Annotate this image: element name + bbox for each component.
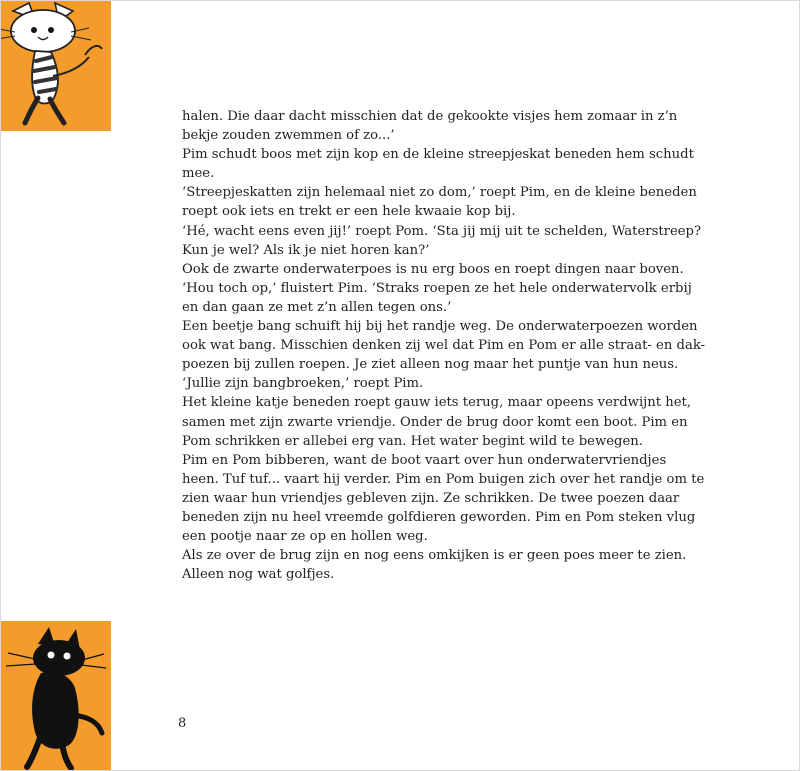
story-line: bekje zouden zwemmen of zo...’ <box>182 128 395 144</box>
story-line: Een beetje bang schuift hij bij het randje weg. De onderwaterpoezen worden <box>182 319 698 335</box>
story-line: Kun je wel? Als ik je niet horen kan?’ <box>182 242 430 258</box>
story-line: samen met zijn zwarte vriendje. Onder de brug door komt een boot. Pim en <box>182 414 688 430</box>
story-text <box>182 107 727 584</box>
story-line: Pom schrikken er allebei erg van. Het water begint wild te bewegen. <box>182 433 643 449</box>
striped-cat-icon <box>1 1 111 131</box>
story-line: Pim en Pom bibberen, want de boot vaart over hun onderwatervriendjes <box>182 452 667 468</box>
story-line: mee. <box>182 166 215 182</box>
story-line: Alleen nog wat golfjes. <box>182 567 335 583</box>
story-line: ‘Hou toch op,’ fluistert Pim. ‘Straks roepen ze het hele onderwatervolk erbij <box>182 280 692 296</box>
top-left-illustration <box>1 1 111 131</box>
black-cat-icon <box>1 621 111 770</box>
story-line: ook wat bang. Misschien denken zij wel dat Pim en Pom er alle straat- en dak- <box>182 338 706 354</box>
page-number: 8 <box>178 716 187 731</box>
story-line: en dan gaan ze met z’n allen tegen ons.’ <box>182 299 452 315</box>
story-line: Pim schudt boos met zijn kop en de kleine streepjeskat beneden hem schudt <box>182 147 694 163</box>
story-line: heen. Tuf tuf... vaart hij verder. Pim en Pom buigen zich over het randje om te <box>182 471 705 487</box>
story-line: beneden zijn nu heel vreemde golfdieren geworden. Pim en Pom steken vlug <box>182 509 696 525</box>
story-line: ‘Streepjeskatten zijn helemaal niet zo dom,’ roept Pim, en de kleine beneden <box>182 185 697 201</box>
story-line: Ook de zwarte onderwaterpoes is nu erg boos en roept dingen naar boven. <box>182 261 684 277</box>
story-line: ‘Jullie zijn bangbroeken,’ roept Pim. <box>182 376 424 392</box>
story-line: poezen bij zullen roepen. Je ziet alleen nog maar het puntje van hun neus. <box>182 357 679 373</box>
story-line: halen. Die daar dacht misschien dat de gekookte visjes hem zomaar in z’n <box>182 109 678 124</box>
story-line: Als ze over de brug zijn en nog eens omkijken is er geen poes meer te zien. <box>182 548 687 564</box>
story-line: roept ook iets en trekt er een hele kwaaie kop bij. <box>182 204 516 220</box>
bottom-left-illustration <box>1 621 111 770</box>
story-line: zien waar hun vriendjes gebleven zijn. Ze schrikken. De twee poezen daar <box>182 490 680 506</box>
story-line: een pootje naar ze op en hollen weg. <box>182 529 428 545</box>
story-line: ‘Hé, wacht eens even jij!’ roept Pom. ‘Sta jij mij uit te schelden, Waterstreep? <box>182 223 702 239</box>
story-line: Het kleine katje beneden roept gauw iets terug, maar opeens verdwijnt het, <box>182 395 692 411</box>
